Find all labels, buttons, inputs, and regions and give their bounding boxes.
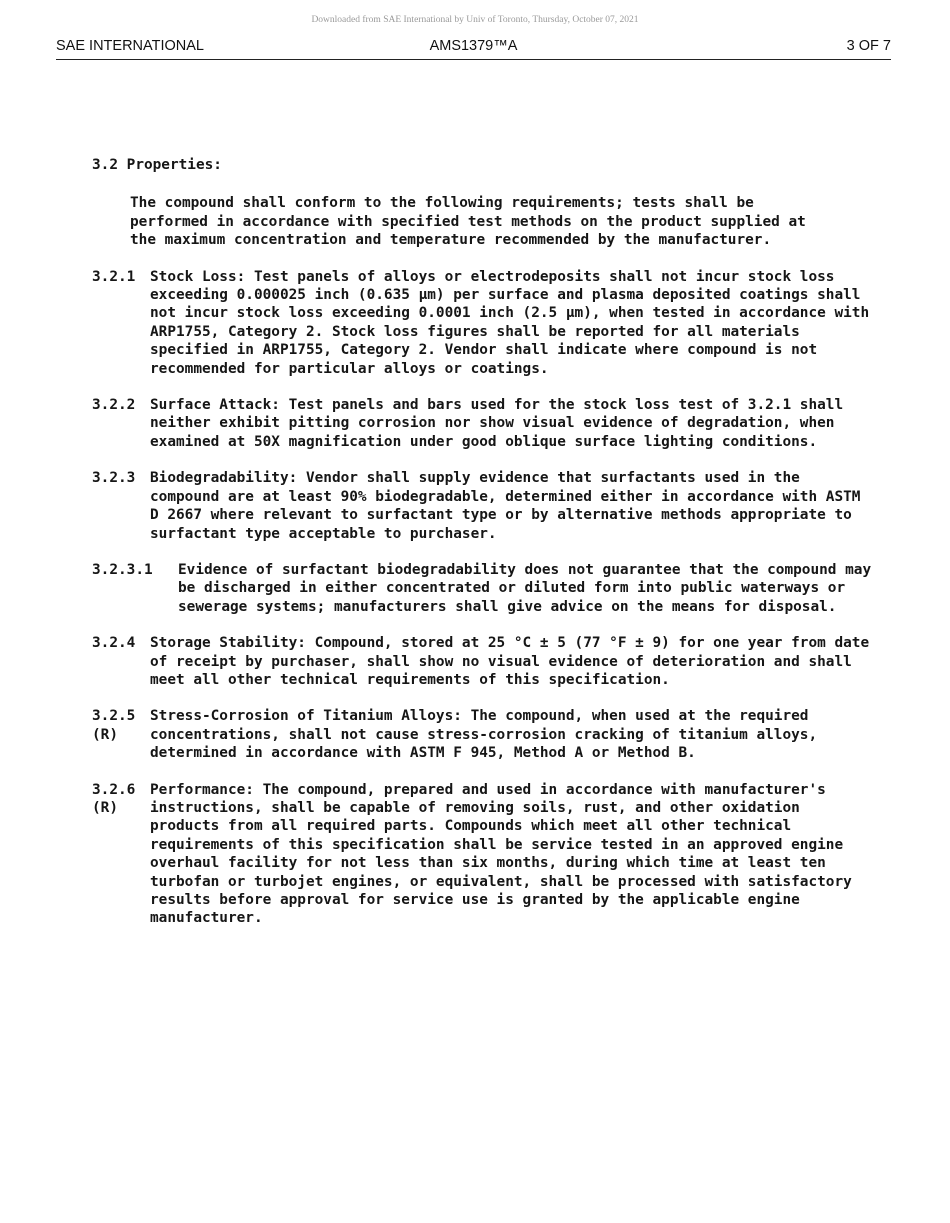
header-document-number: AMS1379™A <box>429 38 518 54</box>
paragraph-number: 3.2.6 <box>92 781 136 798</box>
page-header <box>56 37 891 60</box>
section-title: 3.2 Properties: <box>92 157 222 173</box>
paragraph-3-2-1 <box>92 268 872 378</box>
paragraph-3-2-4 <box>92 634 872 689</box>
paragraph-3-2-3-1 <box>92 561 872 616</box>
paragraph-number: 3.2.3 <box>92 470 136 487</box>
paragraph-3-2-6 <box>92 781 872 928</box>
paragraph-number: 3.2.5 <box>92 708 136 725</box>
paragraph-number: 3.2.1 <box>92 268 136 285</box>
paragraph-text: Biodegradability: Vendor shall supply evidence that surfactants used in the compound are at least 90% biodegradable, determined either in accordance with ASTM D 2667 where relevant to surfactant type or by alternative methods appropriate to surfactant type acceptable to purchaser. <box>150 470 861 542</box>
paragraph-text: Surface Attack: Test panels and bars used for the stock loss test of 3.2.1 shall neither exhibit pitting corrosion nor show visual evidence of degradation, when examined at 50X magnification under good oblique surface lighting conditions. <box>150 397 844 450</box>
paragraph-text: Storage Stability: Compound, stored at 25 °C ± 5 (77 °F ± 9) for one year from date of receipt by purchaser, shall show no visual evidence of deterioration and shall meet all other technical requirements of this specification. <box>150 635 870 688</box>
paragraph-3-2-3 <box>92 469 872 543</box>
paragraph-number-block <box>92 396 150 414</box>
paragraph-number-block <box>92 707 150 744</box>
document-body <box>92 156 872 928</box>
paragraph-text: Stress-Corrosion of Titanium Alloys: The compound, when used at the required concentrations, shall not cause stress-corrosion cracking of titanium alloys, determined in accordance with ASTM F 945, Method A or Method B. <box>150 708 818 762</box>
paragraph-number-block <box>92 634 150 652</box>
paragraph-number: 3.2.2 <box>92 397 136 414</box>
paragraph-number-block <box>92 469 150 487</box>
paragraph-text: Evidence of surfactant biodegradability does not guarantee that the compound may be discharged in either concentrated or diluted form into public waterways or sewerage systems; manufacturers shall give advice on the means for disposal. <box>178 561 872 615</box>
paragraph-number-block <box>92 561 178 579</box>
paragraph-number-block <box>92 781 150 818</box>
paragraph-number: 3.2.3.1 <box>92 561 153 578</box>
revision-mark: (R) <box>92 799 118 816</box>
download-notice: Downloaded from SAE International by Univ of Toronto, Thursday, October 07, 2021 <box>311 15 639 25</box>
paragraph-3-2-2 <box>92 396 872 451</box>
header-page-number: 3 OF 7 <box>846 38 891 54</box>
paragraph-text: Stock Loss: Test panels of alloys or electrodeposits shall not incur stock loss exceeding 0.000025 inch (0.635 μm) per surface and plasma deposited coatings shall not incur stock loss exceeding 0.0001 inch (2.5 μm), when tested in accordance with ARP1755, Category 2. Stock loss figures shall be reported for all materials specified in ARP1755, Category 2. Vendor shall indicate where compound is not recommended for particular alloys or coatings. <box>150 268 870 377</box>
paragraph-number-block <box>92 268 150 286</box>
header-organization: SAE INTERNATIONAL <box>56 38 204 54</box>
section-intro: The compound shall conform to the following requirements; tests shall be performed in accordance with specified test methods on the product supplied at the maximum concentration and temperature recommended by the manufacturer. <box>130 195 806 249</box>
paragraph-number: 3.2.4 <box>92 635 136 652</box>
revision-mark: (R) <box>92 726 118 743</box>
paragraph-3-2-5 <box>92 707 872 762</box>
paragraph-text: Performance: The compound, prepared and used in accordance with manufacturer's instructions, shall be capable of removing soils, rust, and other oxidation products from all required parts. Compounds which meet all other technical requirements of this specification shall be service tested in an approved engine overhaul facility for not less than six months, during which time at least ten turbofan or turbojet engines, or equivalent, shall be processed with satisfactory results before approval for service use is granted by the applicable engine manufacturer. <box>150 781 852 927</box>
